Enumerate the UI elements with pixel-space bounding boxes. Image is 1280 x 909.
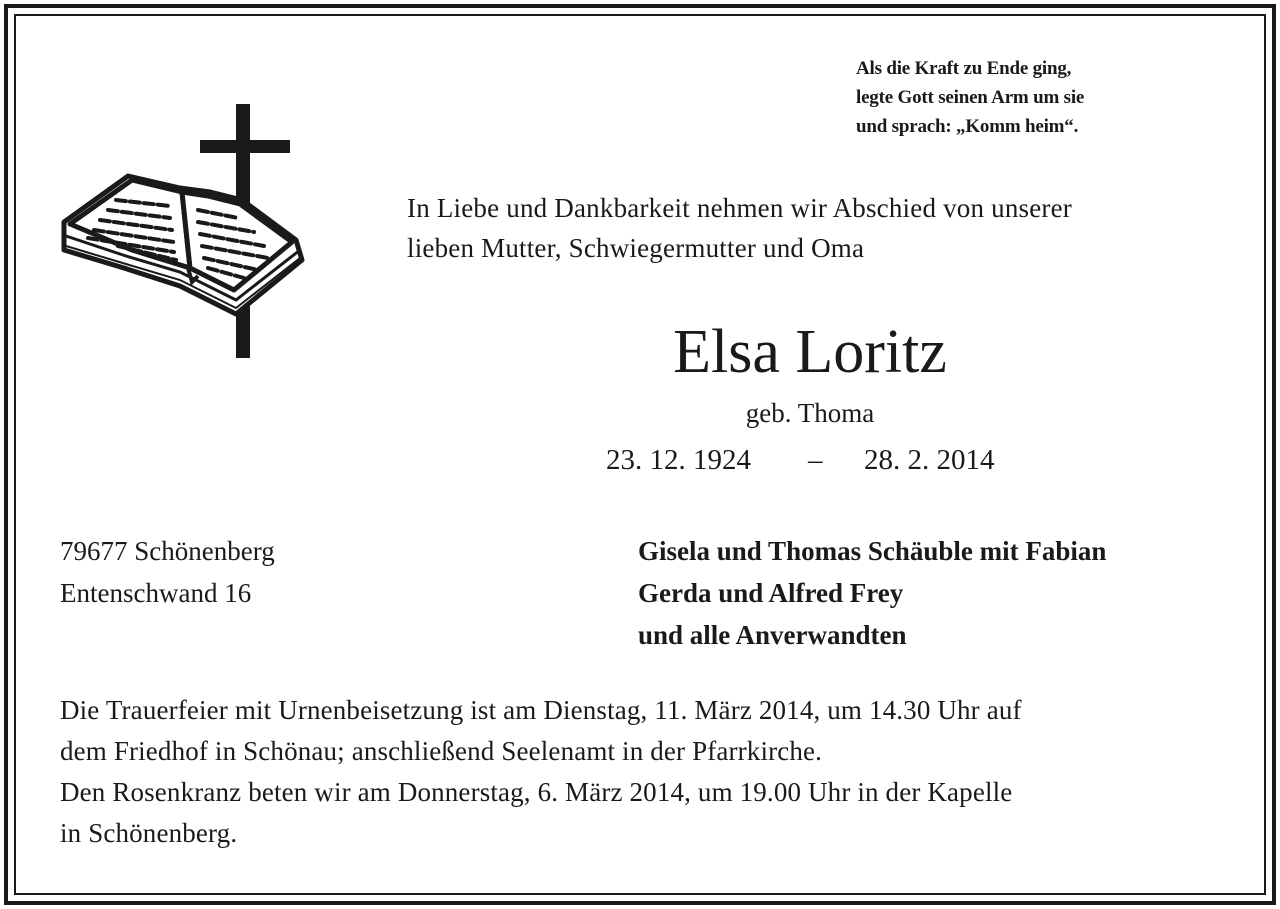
intro-line: In Liebe und Dankbarkeit nehmen wir Abschied von unserer xyxy=(407,193,1073,223)
address-line: 79677 Schönenberg xyxy=(60,536,275,566)
mourners xyxy=(638,530,1106,656)
service-line: dem Friedhof in Schönau; anschließend Seelenamt in der Pfarrkirche. xyxy=(60,736,823,766)
intro-line: lieben Mutter, Schwiegermutter und Oma xyxy=(407,233,865,263)
deceased-name: Elsa Loritz xyxy=(673,318,947,386)
intro-text xyxy=(407,188,1072,268)
service-details xyxy=(60,690,1022,854)
mourner-line: Gerda und Alfred Frey xyxy=(638,578,904,608)
date-separator: – xyxy=(808,444,823,476)
mourner-line: und alle Anverwandten xyxy=(638,620,907,650)
address xyxy=(60,530,275,614)
death-date: 28. 2. 2014 xyxy=(864,444,995,476)
verse-line: und sprach: „Komm heim“. xyxy=(856,116,1079,137)
maiden-name: geb. Thoma xyxy=(745,398,875,428)
mourner-line: Gisela und Thomas Schäuble mit Fabian xyxy=(638,536,1107,566)
verse xyxy=(856,54,1084,141)
birth-date: 23. 12. 1924 xyxy=(606,444,751,476)
service-line: Die Trauerfeier mit Urnenbeisetzung ist am Dienstag, 11. März 2014, um 14.30 Uhr auf xyxy=(60,695,1022,725)
address-line: Entenschwand 16 xyxy=(60,578,252,608)
verse-line: Als die Kraft zu Ende ging, xyxy=(856,58,1072,79)
verse-line: legte Gott seinen Arm um sie xyxy=(856,87,1085,108)
service-line: in Schönenberg. xyxy=(60,818,238,848)
cross-with-open-bible-icon xyxy=(58,100,310,362)
service-line: Den Rosenkranz beten wir am Donnerstag, 6. März 2014, um 19.00 Uhr in der Kapelle xyxy=(60,777,1013,807)
